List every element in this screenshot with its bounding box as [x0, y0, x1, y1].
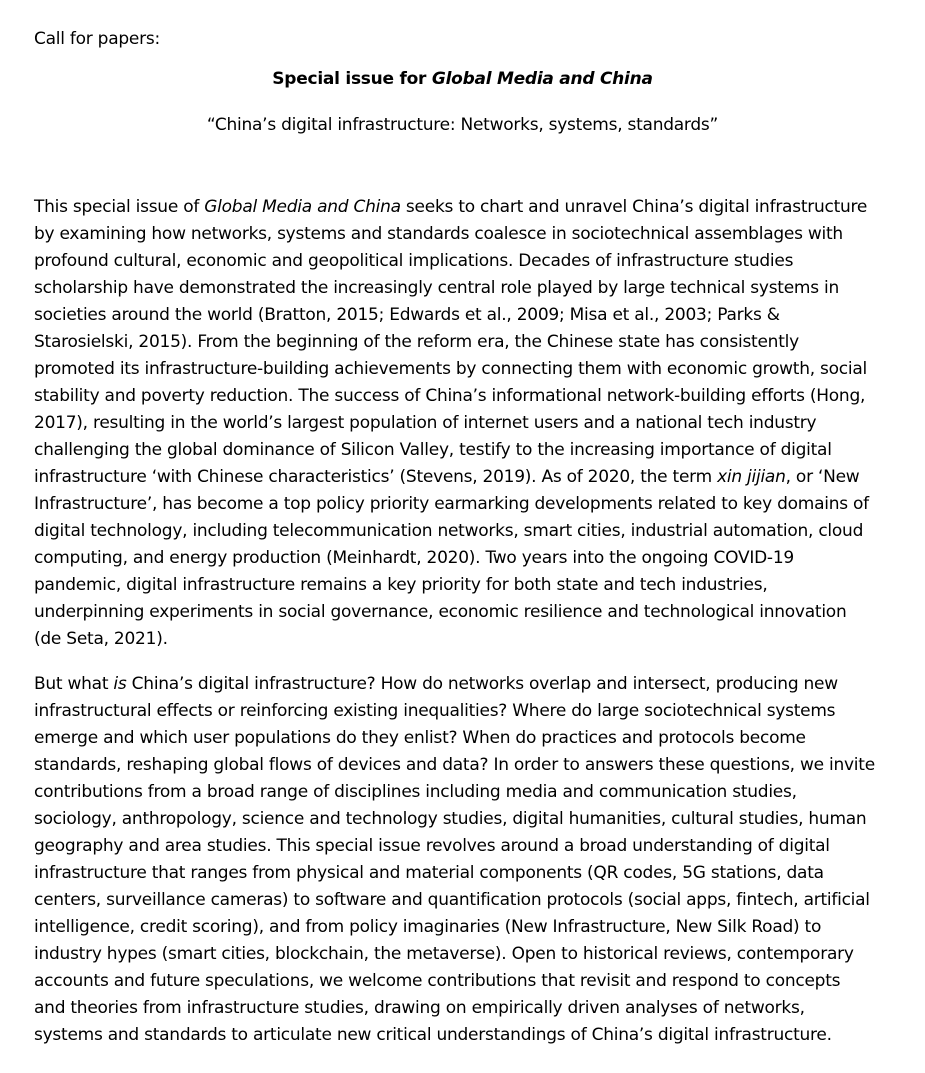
paragraph-2-line: centers, surveillance cameras) to software and quantification protocols (social apps, fintech, artificial [34, 890, 870, 910]
special-issue-prefix: Special issue for [272, 69, 432, 89]
paragraph-2-line: contributions from a broad range of disciplines including media and communication studies, [34, 782, 797, 802]
paragraph-2-line: industry hypes (smart cities, blockchain, the metaverse). Open to historical reviews, contemporary [34, 944, 854, 964]
emphasis-is: is [113, 674, 127, 694]
paragraph-2-line: systems and standards to articulate new critical understandings of China’s digital infrastructure. [34, 1025, 832, 1045]
text-span: , or ‘New [785, 467, 860, 487]
text-span: But what [34, 674, 114, 694]
paragraph-1-line [34, 194, 867, 221]
paragraph-1-line: challenging the global dominance of Silicon Valley, testify to the increasing importance of digital [34, 440, 832, 460]
paragraph-1-line: promoted its infrastructure-building achievements by connecting them with economic growth, social [34, 359, 868, 379]
paragraph-1-line: societies around the world (Bratton, 2015; Edwards et al., 2009; Misa et al., 2003; Parks & [34, 305, 780, 325]
paragraph-1-line: pandemic, digital infrastructure remains a key priority for both state and tech industries, [34, 575, 768, 595]
paragraph-1-line: computing, and energy production (Meinhardt, 2020). Two years into the ongoing COVID-19 [34, 548, 794, 568]
text-span: This special issue of [34, 197, 205, 217]
journal-name: Global Media and China [431, 69, 653, 89]
paragraph-1-line: Infrastructure’, has become a top policy priority earmarking developments related to key domains of [34, 494, 869, 514]
xin-jijian-term: xin jijian [717, 467, 786, 487]
call-for-papers-label: Call for papers: [34, 29, 160, 49]
paragraph-1-line: scholarship have demonstrated the increasingly central role played by large technical systems in [34, 278, 839, 298]
paragraph-1-line: profound cultural, economic and geopolitical implications. Decades of infrastructure studies [34, 251, 794, 271]
paragraph-2-line: sociology, anthropology, science and technology studies, digital humanities, cultural studies, human [34, 809, 867, 829]
special-issue-title [0, 66, 925, 93]
paragraph-1-line: 2017), resulting in the world’s largest population of internet users and a national tech industry [34, 413, 817, 433]
paragraph-1-line: Starosielski, 2015). From the beginning of the reform era, the Chinese state has consistently [34, 332, 799, 352]
text-span: seeks to chart and unravel China’s digital infrastructure [400, 197, 868, 217]
text-span: infrastructure ‘with Chinese characteristics’ (Stevens, 2019). As of 2020, the term [34, 467, 718, 487]
paragraph-2-line: accounts and future speculations, we welcome contributions that revisit and respond to concepts [34, 971, 841, 991]
paragraph-2-line: infrastructure that ranges from physical and material components (QR codes, 5G stations, data [34, 863, 824, 883]
paragraph-1-line: underpinning experiments in social governance, economic resilience and technological innovation [34, 602, 847, 622]
paragraph-2-line: infrastructural effects or reinforcing existing inequalities? Where do large sociotechnical systems [34, 701, 836, 721]
paragraph-2-line: geography and area studies. This special issue revolves around a broad understanding of digital [34, 836, 830, 856]
special-issue-theme: “China’s digital infrastructure: Networks, systems, standards” [206, 115, 719, 135]
paragraph-2-line: emerge and which user populations do they enlist? When do practices and protocols become [34, 728, 806, 748]
paragraph-2-line: and theories from infrastructure studies, drawing on empirically driven analyses of networks, [34, 998, 805, 1018]
paragraph-2-line: standards, reshaping global flows of devices and data? In order to answers these questions, we invite [34, 755, 875, 775]
paragraph-1-line: stability and poverty reduction. The success of China’s informational network-building efforts (Hong, [34, 386, 866, 406]
paragraph-1-line: (de Seta, 2021). [34, 629, 168, 649]
paragraph-1-line: by examining how networks, systems and standards coalesce in sociotechnical assemblages with [34, 224, 843, 244]
paragraph-2-line: intelligence, credit scoring), and from policy imaginaries (New Infrastructure, New Silk Road) to [34, 917, 822, 937]
journal-name-inline: Global Media and China [204, 197, 401, 217]
paragraph-1-line: digital technology, including telecommunication networks, smart cities, industrial automation, cloud [34, 521, 864, 541]
paragraph-1-line [34, 464, 859, 491]
paragraph-2-line [34, 671, 838, 698]
text-span: China’s digital infrastructure? How do networks overlap and intersect, producing new [126, 674, 838, 694]
